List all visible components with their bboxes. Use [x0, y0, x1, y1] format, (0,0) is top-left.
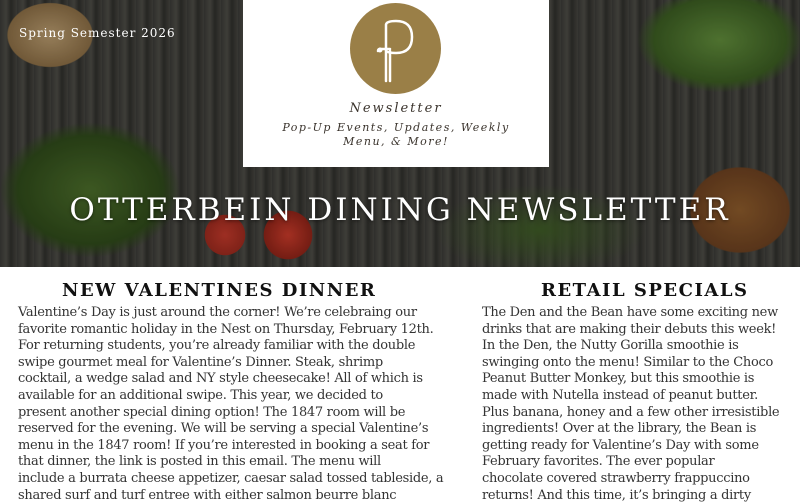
text-line: favorite romantic holiday in the Nest on Thursday, February 12th.: [18, 321, 434, 337]
text-line: For returning students, you’re already familiar with the double: [18, 338, 416, 354]
left-heading: NEW VALENTINES DINNER: [62, 280, 377, 301]
text-line: The Den and the Bean have some exciting new: [482, 305, 778, 320]
valentines-article: [18, 305, 443, 504]
text-line: present another special dining option! The 1847 room will be: [18, 404, 406, 420]
text-line: reserved for the evening. We will be serving a special Valentine’s: [18, 421, 429, 437]
semester-label: Spring Semester 2026: [19, 26, 176, 40]
text-line: Peanut Butter Monkey, but this smoothie is: [482, 371, 755, 387]
text-line: swinging onto the menu! Similar to the Choco: [482, 354, 774, 370]
logo-p-icon: [350, 3, 441, 94]
text-line: Valentine’s Day is just around the corner! We’re celebraing our: [18, 305, 417, 320]
text-line: shared surf and turf entree with either salmon beurre blanc: [18, 487, 397, 503]
text-line: drinks that are making their debuts this week!: [482, 321, 777, 337]
text-line: made with Nutella instead of peanut butter.: [482, 387, 758, 403]
text-line: In the Den, the Nutty Gorilla smoothie is: [482, 338, 739, 354]
text-line: returns! And this time, it’s bringing a dirty: [482, 487, 751, 503]
text-line: available for an additional swipe. This year, we decided to: [18, 387, 383, 403]
text-line: menu in the 1847 room! If you’re interested in booking a seat for: [18, 437, 430, 453]
text-line: Plus banana, honey and a few other irresistible: [482, 404, 780, 420]
page-title: OTTERBEIN DINING NEWSLETTER: [69, 192, 731, 228]
right-heading: RETAIL SPECIALS: [541, 280, 749, 301]
text-line: that dinner, the link is posted in this email. The menu will: [18, 454, 381, 470]
text-line: swipe gourmet meal for Valentine’s Dinner. Steak, shrimp: [18, 354, 383, 370]
text-line: chocolate covered strawberry frappuccino: [482, 470, 750, 486]
newsletter-label: Newsletter: [349, 101, 443, 116]
logo-card: [243, 0, 549, 167]
retail-article: [482, 305, 779, 504]
tagline: Pop-Up Events, Updates, Weekly Menu, & More!: [282, 121, 510, 148]
text-line: ingredients! Over at the library, the Bean is: [482, 421, 757, 437]
text-line: include a burrata cheese appetizer, caesar salad tossed tableside, a: [18, 470, 444, 486]
text-line: getting ready for Valentine’s Day with some: [482, 437, 759, 453]
text-line: cocktail, a wedge salad and NY style cheesecake! All of which is: [18, 371, 423, 387]
text-line: February favorites. The ever popular: [482, 454, 715, 470]
